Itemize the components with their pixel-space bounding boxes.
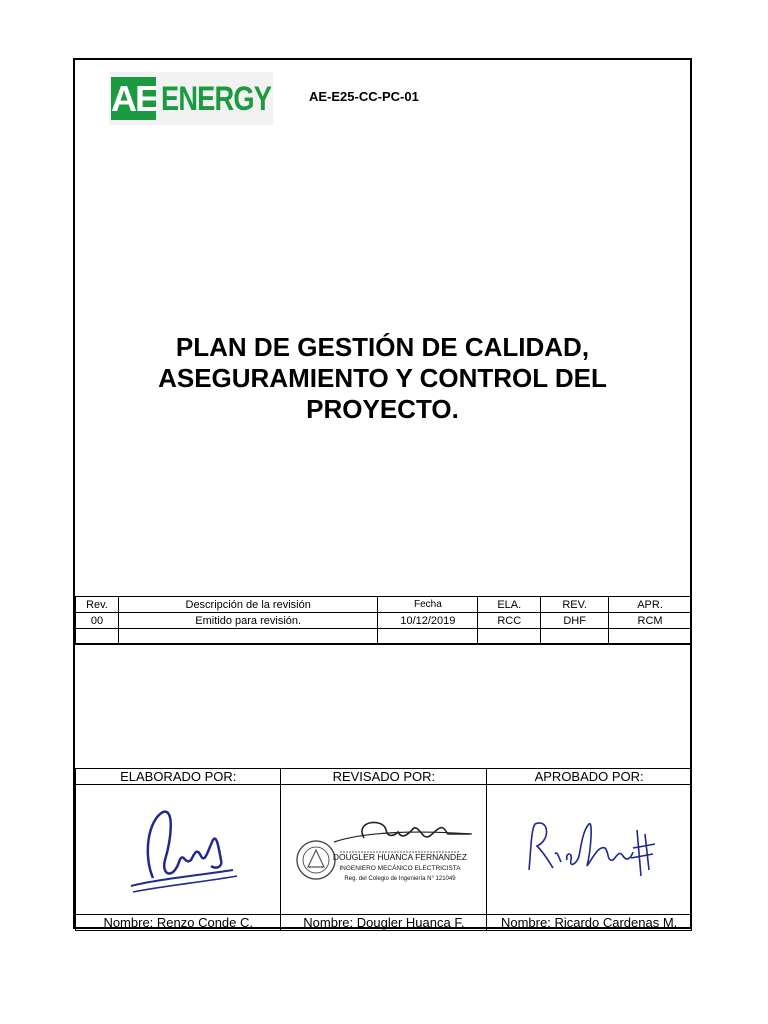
divider (75, 643, 692, 644)
logo-energy-text: ENERGY (161, 80, 272, 118)
date-header: Fecha (378, 597, 478, 613)
signature-prepared (76, 785, 281, 915)
title-line-1: PLAN DE GESTIÓN DE CALIDAD, (175, 332, 590, 362)
reviewed-by-header: REVISADO POR: (281, 769, 487, 785)
name-prepared: Nombre: Renzo Conde C. (76, 915, 281, 931)
logo-ae-mark: AE (111, 78, 158, 119)
signature-header-row (76, 769, 692, 785)
name-reviewed: Nombre: Dougler Huanca F. (281, 915, 487, 931)
date-cell: 10/12/2019 (378, 613, 478, 629)
signature-ricardo-cardenas (509, 810, 669, 890)
title-line-2: ASEGURAMIENTO Y CONTROL DEL (158, 363, 607, 393)
rev-header: Rev. (76, 597, 119, 613)
revision-table (75, 596, 692, 645)
revision-header-row (76, 597, 692, 613)
document-code: AE-E25-CC-PC-01 (309, 89, 419, 104)
signature-row (76, 785, 692, 915)
signature-reviewed (281, 785, 487, 915)
approved-by-header: APROBADO POR: (487, 769, 692, 785)
signature-stamp-dougler (294, 810, 474, 890)
title-line-3: PROYECTO. (306, 394, 459, 424)
rev-cell: 00 (76, 613, 119, 629)
description-cell: Emitido para revisión. (118, 613, 377, 629)
signature-approved (487, 785, 692, 915)
signature-table (75, 768, 692, 931)
prepared-by-header: ELABORADO POR: (76, 769, 281, 785)
ela-cell: RCC (478, 613, 541, 629)
stamp-role: INGENIERO MECÁNICO ELECTRICISTA (339, 864, 461, 872)
signature-names-row (76, 915, 692, 931)
rev-by-cell: DHF (541, 613, 609, 629)
description-header: Descripción de la revisión (118, 597, 377, 613)
apr-cell: RCM (609, 613, 692, 629)
table-row (76, 613, 692, 629)
ela-header: ELA. (478, 597, 541, 613)
document-title (75, 332, 690, 425)
name-approved: Nombre: Ricardo Cardenas M. (487, 915, 692, 931)
stamp-name: DOUGLER HUANCA FERNANDEZ (332, 851, 467, 862)
signature-renzo-conde (113, 800, 243, 900)
rev-by-header: REV. (541, 597, 609, 613)
apr-header: APR. (609, 597, 692, 613)
company-logo (109, 72, 273, 125)
stamp-registration: Reg. del Colegio de Ingeniería N° 121049 (344, 875, 456, 882)
